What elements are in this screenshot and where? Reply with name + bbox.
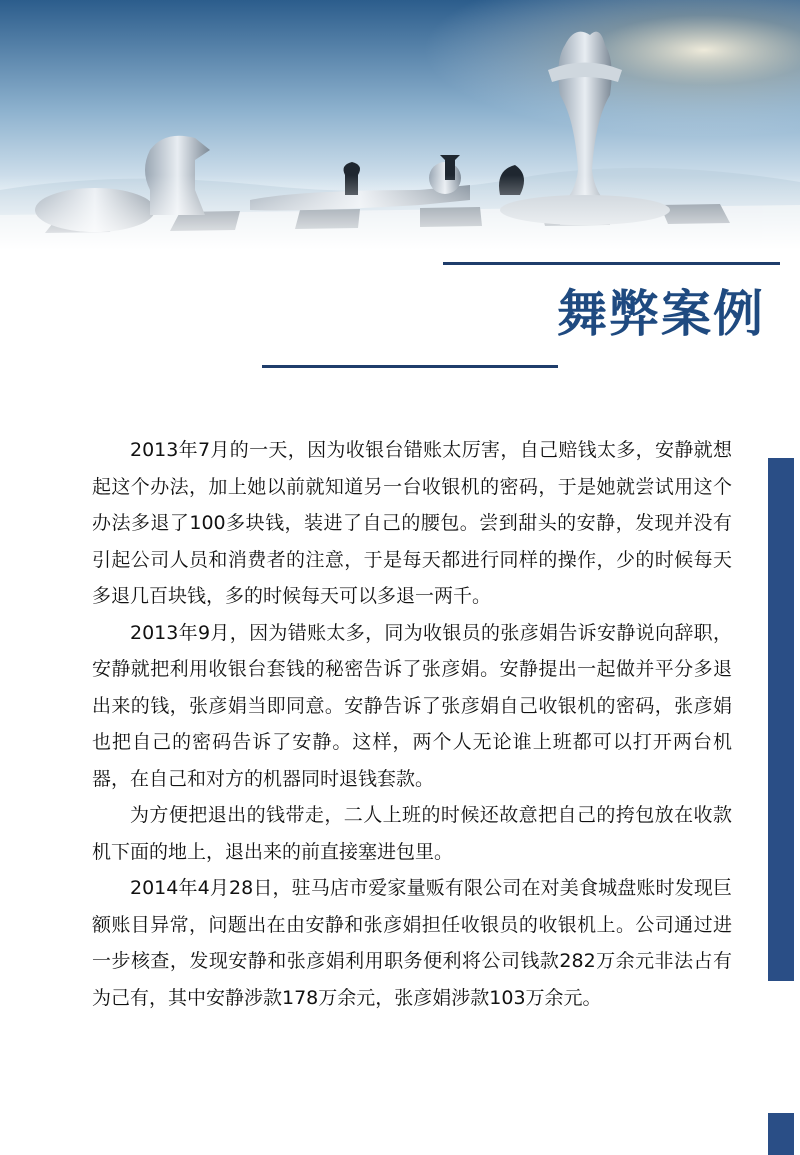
page-title: 舞弊案例 (557, 285, 765, 343)
article-paragraph: 2013年7月的一天，因为收银台错账太厉害，自己赔钱太多，安静就想起这个办法，加上她以前就知道另一台收银机的密码，于是她就尝试用这个办法多退了100多块钱，装进了自己的腰包。尝到甜头的安静，发现并没有引起公司人员和消费者的注意，于是每天都进行同样的操作，少的时候每天多退几百块钱，多的时候每天可以多退一两千。 (92, 439, 732, 607)
article-paragraph: 2014年4月28日，驻马店市爱家量贩有限公司在对美食城盘账时发现巨额账目异常，问题出在由安静和张彦娟担任收银员的收银机上。公司通过进一步核查，发现安静和张彦娟利用职务便利将公司钱款282万余元非法占有为己有，其中安静涉款178万余元，张彦娟涉款103万余元。 (92, 877, 732, 1009)
chess-banner-image (0, 0, 800, 250)
article-paragraph: 为方便把退出的钱带走，二人上班的时候还故意把自己的挎包放在收款机下面的地上，退出来的前直接塞进包里。 (92, 804, 732, 863)
article-paragraph: 2013年9月，因为错账太多，同为收银员的张彦娟告诉安静说向辞职，安静就把利用收银台套钱的秘密告诉了张彦娟。安静提出一起做并平分多退出来的钱，张彦娟当即同意。安静告诉了张彦娟自己收银机的密码，张彦娟也把自己的密码告诉了安静。这样，两个人无论谁上班都可以打开两台机器，在自己和对方的机器同时退钱套款。 (92, 621, 732, 790)
case-article (92, 432, 732, 1016)
side-accent-bar-bottom (768, 1113, 794, 1155)
side-accent-bar (768, 458, 794, 981)
title-rule-bottom (262, 365, 558, 368)
title-rule-top (443, 262, 780, 265)
